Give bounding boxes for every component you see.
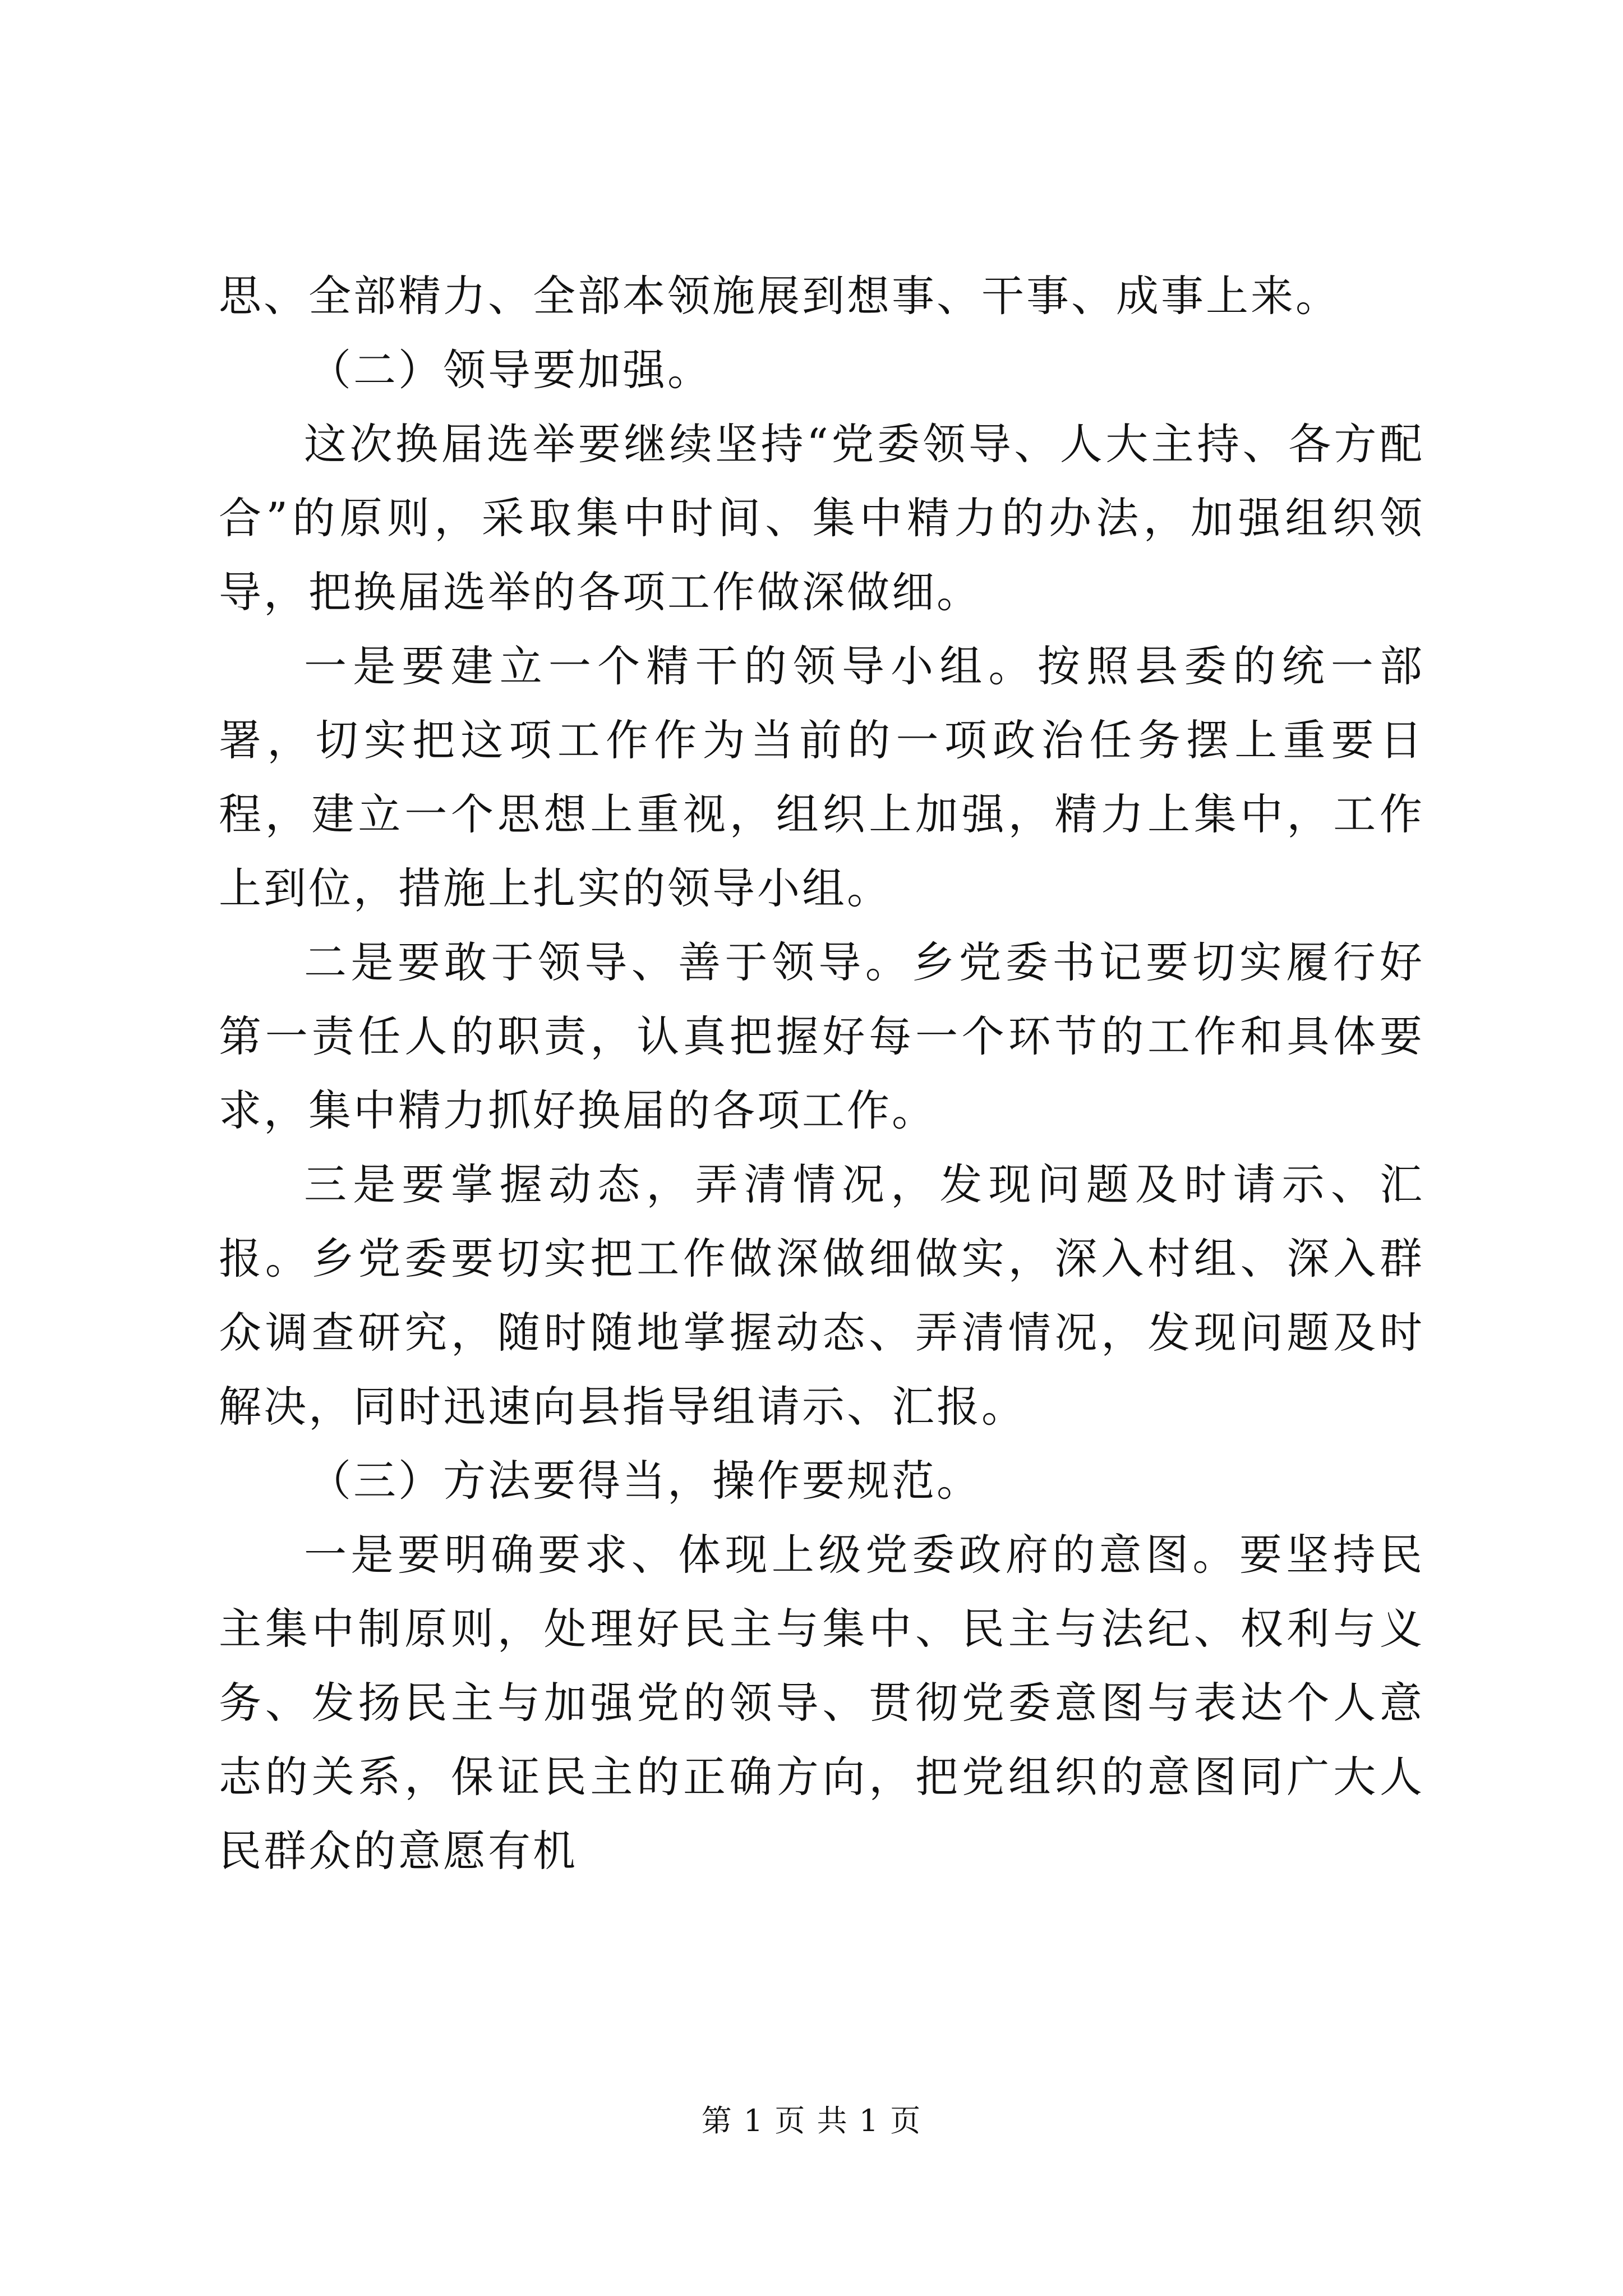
paragraph-dare-to-lead: 二是要敢于领导、善于领导。乡党委书记要切实履行好第一责任人的职责，认真把握好每一个环节的工作和具体要求，集中精力抓好换届的各项工作。 xyxy=(219,937,1424,1135)
paragraph-clear-requirements: 一是要明确要求、体现上级党委政府的意图。要坚持民主集中制原则，处理好民主与集中、民主与法纪、权利与义务、发扬民主与加强党的领导、贯彻党委意图与表达个人意志的关系，保证民主的正确方向，把党组织的意图同广大人民群众的意愿有机 xyxy=(219,1530,1424,1876)
paragraph-grasp-dynamics: 三是要掌握动态，弄清情况，发现问题及时请示、汇报。乡党委要切实把工作做深做细做实，深入村组、深入群众调查研究，随时随地掌握动态、弄清情况，发现问题及时解决，同时迅速向县指导组请示、汇报。 xyxy=(219,1159,1424,1432)
page-number-footer: 第 1 页 共 1 页 xyxy=(701,2103,922,2138)
section-heading-leadership: （二）领导要加强。 xyxy=(308,345,712,395)
paragraph-leading-group: 一是要建立一个精干的领导小组。按照县委的统一部署，切实把这项工作作为当前的一项政治任务摆上重要日程，建立一个思想上重视，组织上加强，精力上集中，工作上到位，措施上扎实的领导小组。 xyxy=(219,641,1424,913)
paragraph-principle: 这次换届选举要继续坚持“党委领导、人大主持、各方配合”的原则，采取集中时间、集中精力的办法，加强组织领导，把换届选举的各项工作做深做细。 xyxy=(219,419,1424,617)
paragraph-continuation: 思、全部精力、全部本领施展到想事、干事、成事上来。 xyxy=(219,271,1340,321)
document-body xyxy=(219,259,1424,1888)
section-heading-methods: （三）方法要得当，操作要规范。 xyxy=(308,1456,981,1506)
